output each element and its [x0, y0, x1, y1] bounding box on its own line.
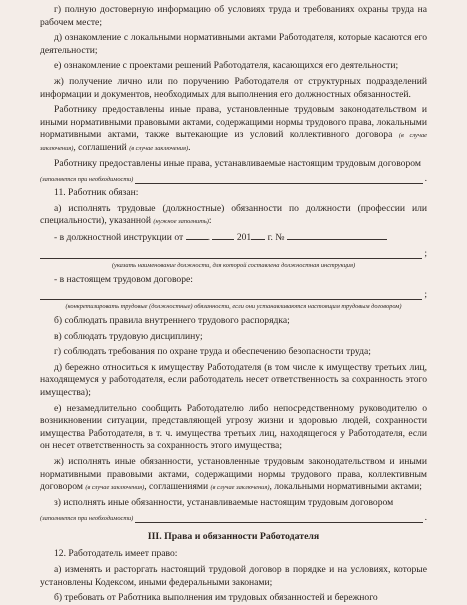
rights-text: Работнику предоставлены иные права, установленные трудовым законодательством и иными нормативными правовыми актами, содержащими нормы трудового права, локальными нормативными актами, также вытекающие из условий коллективного договора — [40, 104, 427, 141]
item-z-other: з) исполнять иные обязанности, устанавливаемые настоящим трудовым договором — [54, 496, 394, 508]
note-if-concluded-2: (в случае заключения) — [129, 144, 189, 152]
note-if-concluded-4: (в случае заключения) — [210, 484, 270, 492]
fill-row-3: ; — [40, 289, 427, 300]
rights-paragraph: Работнику предоставлены иные права, установленные трудовым законодательством и иными нормативными правовыми актами, содержащими нормы трудового права, локальными нормативными актами, также вытекающие из условий коллективного договора (в случае заключения), соглашений (в случае заключения). — [40, 104, 427, 153]
item-d-property: д) бережно относиться к имуществу Работодателя (в том числе к имуществу третьих лиц, находящемуся у работодателя, если работодатель несет ответственность за сохранность этого имущества); — [40, 361, 427, 399]
blank-field-3[interactable] — [40, 291, 422, 300]
note-fill-if-needed-2: (заполняется при необходимости) — [40, 515, 134, 523]
other-rights-contract: Работнику предоставлены иные права, устанавливаемые настоящим трудовым договором — [54, 157, 421, 169]
caption-job-name: (указать наименование должности, для которой составлена должностная инструкция) — [111, 261, 356, 269]
job-instruction-line: - в должностной инструкции от . 201 г. № — [40, 231, 427, 245]
item-g-safety: г) соблюдать требования по охране труда и обеспечению безопасности труда; — [54, 346, 371, 358]
note-fill-in: (нужное заполнить) — [153, 218, 209, 226]
item-g: г) полную достоверную информацию об условиях труда и требованиях охраны труда на рабочем месте; — [40, 4, 427, 28]
item-b-rules: б) соблюдать правила внутреннего трудового распорядка; — [54, 315, 290, 327]
item-zh-other: ж) исполнять иные обязанности, установленные трудовым законодательством и иными нормативными правовыми актами, содержащими нормы трудового права, коллективным договором (в случае заключения), соглашениями (в случае заключения), локальными нормативными актами; — [40, 456, 427, 493]
blank-field-1[interactable] — [135, 175, 422, 184]
fill-row-4: (заполняется при необходимости) . — [40, 512, 427, 524]
item-11-a: а) исполнять трудовые (должностные) обязанности по должности (профессии или специальности), указанной (нужное заполнить): — [40, 202, 427, 227]
blank-field-2[interactable] — [40, 250, 422, 259]
item-d: д) ознакомление с локальными нормативными актами Работодателя, которые касаются его деятельности; — [40, 32, 427, 56]
caption-duties: (конкретизировать трудовые (должностные) обязанности, если они устанавливаются настоящим трудовым договором) — [65, 303, 402, 311]
item-e: е) ознакомление с проектами решений Работодателя, касающихся его деятельности; — [54, 60, 399, 72]
blank-number[interactable] — [287, 231, 387, 240]
item-e-report: е) незамедлительно сообщить Работодателю либо непосредственному руководителю о возникновении ситуации, представляющей угрозу жизни и здоровью людей, сохранности имущества Работодателя, в т. ч. имущества третьих лиц, находящегося у Работодателя, если он несет ответственность за сохранность этого имущества; — [40, 402, 427, 452]
item-11-heading: 11. Работник обязан: — [54, 187, 139, 199]
blank-month[interactable] — [212, 231, 234, 240]
blank-year[interactable] — [251, 231, 265, 240]
item-zh: ж) получение лично или по поручению Работодателя от структурных подразделений информации и документов, необходимых для выполнения его должностных обязанностей. — [40, 75, 427, 100]
note-fill-if-needed-1: (заполняется при необходимости) — [40, 176, 134, 184]
section-heading: III. Права и обязанности Работодателя — [147, 531, 320, 543]
item-12-a: а) изменять и расторгать настоящий трудовой договор в порядке и на условиях, которые установлены Кодексом, иными федеральными законами; — [40, 564, 427, 588]
note-if-concluded-3: (в случае заключения) — [85, 484, 145, 492]
fill-row-1: (заполняется при необходимости) . — [40, 173, 427, 185]
blank-day[interactable] — [186, 231, 208, 240]
agreements-text: , соглашений — [73, 141, 127, 153]
blank-field-4[interactable] — [135, 514, 422, 523]
fill-row-2: ; — [40, 248, 427, 259]
note-if-concluded-1: (в случае заключения) — [40, 132, 427, 152]
item-12-b: б) требовать от Работника выполнения им трудовых обязанностей и бережного — [54, 592, 378, 604]
item-v-discipline: в) соблюдать трудовую дисциплину; — [54, 330, 203, 342]
item-12-heading: 12. Работодатель имеет право: — [54, 548, 178, 560]
current-contract-line: - в настоящем трудовом договоре: — [54, 273, 193, 285]
